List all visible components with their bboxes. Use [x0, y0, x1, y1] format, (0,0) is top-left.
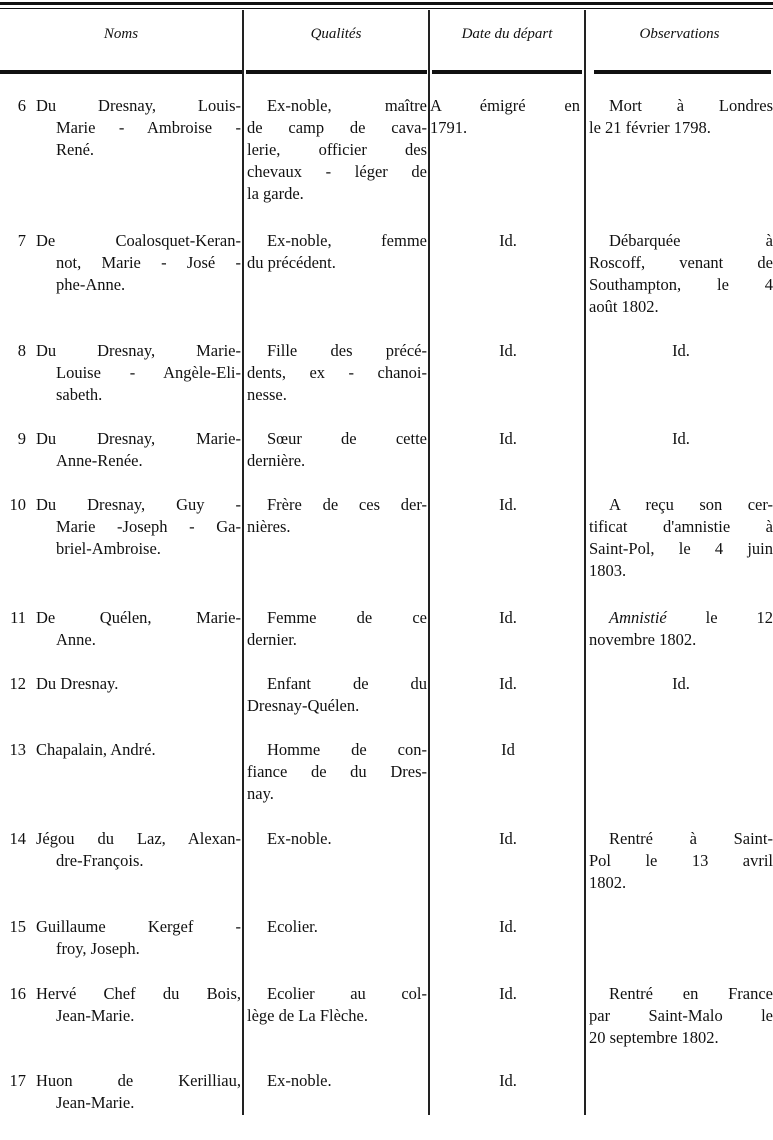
date-cell — [434, 739, 582, 761]
qualite-cell-line: Ecolier. — [267, 917, 318, 936]
qualite-cell-line: de camp de cava- — [247, 118, 427, 137]
qualite-cell-line: Enfant de du — [267, 674, 427, 693]
date-cell — [434, 1070, 582, 1092]
name-cell-line: phe-Anne. — [56, 275, 126, 294]
qualite-cell-line: dernier. — [247, 630, 297, 649]
name-cell-line: Du Dresnay, Louis- — [36, 96, 241, 115]
column-divider — [242, 10, 244, 1115]
qualite-cell — [247, 428, 427, 472]
header-rule — [594, 70, 771, 74]
observation-cell-line: Amnistié le 12 — [609, 608, 773, 627]
name-cell-line: Guillaume Kergef - — [36, 917, 241, 936]
qualite-cell-line: dernière. — [247, 451, 306, 470]
observation-cell-line: Southampton, le 4 — [589, 275, 773, 294]
name-cell-line: sabeth. — [56, 385, 103, 404]
row-number: 12 — [9, 674, 26, 693]
qualite-cell — [247, 828, 427, 850]
date-cell-line: Id — [501, 740, 515, 759]
observation-cell-line: 20 septembre 1802. — [589, 1028, 719, 1047]
qualite-cell-line: chevaux - léger de — [247, 162, 427, 181]
qualite-cell-line: Ex-noble, maître — [267, 96, 427, 115]
qualite-cell-line: Fille des précé- — [267, 341, 427, 360]
header-qualites: Qualités — [310, 26, 362, 42]
qualite-cell-line: dents, ex - chanoi- — [247, 363, 427, 382]
qualite-cell — [247, 494, 427, 538]
qualite-cell-line: nières. — [247, 517, 291, 536]
date-cell — [434, 983, 582, 1005]
name-cell — [36, 230, 241, 296]
observation-cell-line: A reçu son cer- — [609, 495, 773, 514]
date-cell — [434, 916, 582, 938]
date-cell — [434, 494, 582, 516]
observation-cell-line: Roscoff, venant de — [589, 253, 773, 272]
qualite-cell — [247, 340, 427, 406]
observation-cell — [589, 673, 773, 695]
name-cell — [36, 1070, 241, 1114]
row-number: 13 — [9, 740, 26, 759]
qualite-cell — [247, 230, 427, 274]
observation-cell-line: 1802. — [589, 873, 627, 892]
qualite-cell — [247, 607, 427, 651]
name-cell — [36, 494, 241, 560]
date-cell-line: Id. — [499, 341, 517, 360]
top-thin-rule — [0, 8, 773, 9]
name-cell-line: René. — [56, 140, 95, 159]
name-cell — [36, 673, 241, 695]
observation-cell-line: tificat d'amnistie à — [589, 517, 773, 536]
date-cell-line: Id. — [499, 231, 517, 250]
date-cell-line: Id. — [499, 674, 517, 693]
row-number: 6 — [17, 96, 26, 115]
name-cell-line: Du Dresnay, Marie- — [36, 429, 241, 448]
top-double-rule — [0, 2, 773, 5]
date-cell-line: Id. — [499, 829, 517, 848]
observation-cell-line: Saint-Pol, le 4 juin — [589, 539, 773, 558]
observation-cell-line: Rentré à Saint- — [609, 829, 773, 848]
observation-cell-line: le 21 février 1798. — [589, 118, 711, 137]
qualite-cell-line: Femme de ce — [267, 608, 427, 627]
header-date: Date du départ — [461, 26, 553, 42]
observation-cell — [589, 340, 773, 362]
date-cell — [434, 428, 582, 450]
name-cell-line: Huon de Kerilliau, — [36, 1071, 241, 1090]
name-cell-line: froy, Joseph. — [56, 939, 140, 958]
date-cell — [430, 95, 580, 139]
header-rule — [0, 70, 242, 74]
name-cell-line: Du Dresnay, Guy - — [36, 495, 241, 514]
date-cell-line: Id. — [499, 608, 517, 627]
qualite-cell-line: Dresnay-Quélen. — [247, 696, 360, 715]
name-cell-line: Hervé Chef du Bois, — [36, 984, 241, 1003]
name-cell — [36, 340, 241, 406]
qualite-cell-line: du précédent. — [247, 253, 336, 272]
observation-cell — [589, 983, 773, 1049]
qualite-cell-line: lerie, officier des — [247, 140, 427, 159]
date-cell-line: Id. — [499, 984, 517, 1003]
name-cell — [36, 428, 241, 472]
date-cell — [434, 230, 582, 252]
name-cell-line: Anne. — [56, 630, 96, 649]
row-number: 11 — [10, 608, 26, 627]
column-divider — [584, 10, 586, 1115]
observation-cell — [589, 607, 773, 651]
row-number: 17 — [9, 1071, 26, 1090]
qualite-cell — [247, 739, 427, 805]
name-cell — [36, 95, 241, 161]
qualite-cell — [247, 983, 427, 1027]
observation-cell — [589, 95, 773, 139]
row-number: 10 — [9, 495, 26, 514]
qualite-cell-line: Ex-noble, femme — [267, 231, 427, 250]
header-observations: Observations — [639, 26, 720, 42]
observation-cell-line: août 1802. — [589, 297, 659, 316]
qualite-cell-line: Sœur de cette — [267, 429, 427, 448]
observation-cell-line: novembre 1802. — [589, 630, 697, 649]
observation-cell — [589, 828, 773, 894]
name-cell-line: Jégou du Laz, Alexan- — [36, 829, 241, 848]
observation-cell-line: Débarquée à — [609, 231, 773, 250]
name-cell-line: Louise - Angèle-Eli- — [56, 363, 241, 382]
name-cell-line: not, Marie - José - — [56, 253, 241, 272]
date-cell-line: A émigré en — [430, 96, 580, 115]
observation-cell-line: 1803. — [589, 561, 627, 580]
date-cell — [434, 673, 582, 695]
name-cell-line: Marie - Ambroise - — [56, 118, 241, 137]
name-cell-line: Jean-Marie. — [56, 1093, 135, 1112]
qualite-cell-line: Ex-noble. — [267, 1071, 332, 1090]
row-number: 15 — [9, 917, 26, 936]
date-cell-line: Id. — [499, 495, 517, 514]
qualite-cell-line: nay. — [247, 784, 274, 803]
name-cell-line: Chapalain, André. — [36, 740, 156, 759]
name-cell — [36, 607, 241, 651]
header-rule — [246, 70, 427, 74]
qualite-cell-line: fiance de du Dres- — [247, 762, 427, 781]
observation-cell — [589, 494, 773, 582]
qualite-cell-line: Frère de ces der- — [267, 495, 427, 514]
name-cell-line: dre-François. — [56, 851, 144, 870]
qualite-cell-line: Ex-noble. — [267, 829, 332, 848]
name-cell-line: Anne-Renée. — [56, 451, 143, 470]
name-cell-line: Jean-Marie. — [56, 1006, 135, 1025]
header-noms: Noms — [103, 26, 139, 42]
observation-cell-line: Id. — [672, 674, 690, 693]
observation-cell-line: Id. — [672, 341, 690, 360]
name-cell-line: briel-Ambroise. — [56, 539, 161, 558]
observation-cell — [589, 230, 773, 318]
qualite-cell-line: la garde. — [247, 184, 304, 203]
name-cell — [36, 828, 241, 872]
date-cell-line: Id. — [499, 917, 517, 936]
header-rule — [432, 70, 582, 74]
row-number: 7 — [17, 231, 26, 250]
name-cell-line: Du Dresnay. — [36, 674, 119, 693]
observation-cell-line: Pol le 13 avril — [589, 851, 773, 870]
observation-cell — [589, 428, 773, 450]
name-cell-line: De Coalosquet-Keran- — [36, 231, 241, 250]
row-number: 9 — [17, 429, 26, 448]
observation-cell-line: par Saint-Malo le — [589, 1006, 773, 1025]
qualite-cell — [247, 95, 427, 205]
observation-cell-line: Mort à Londres — [609, 96, 773, 115]
date-cell-line: Id. — [499, 429, 517, 448]
qualite-cell — [247, 1070, 427, 1092]
name-cell-line: Marie -Joseph - Ga- — [56, 517, 241, 536]
date-cell — [434, 828, 582, 850]
qualite-cell-line: lège de La Flèche. — [247, 1006, 368, 1025]
observation-cell-line: Id. — [672, 429, 690, 448]
name-cell-line: Du Dresnay, Marie- — [36, 341, 241, 360]
row-number: 14 — [9, 829, 26, 848]
qualite-cell-line: Homme de con- — [267, 740, 427, 759]
date-cell-line: 1791. — [430, 118, 468, 137]
row-number: 16 — [9, 984, 26, 1003]
row-number: 8 — [17, 341, 26, 360]
qualite-cell-line: Ecolier au col- — [267, 984, 427, 1003]
qualite-cell-line: nesse. — [247, 385, 287, 404]
name-cell-line: De Quélen, Marie- — [36, 608, 241, 627]
qualite-cell — [247, 673, 427, 717]
observation-cell-line: Rentré en France — [609, 984, 773, 1003]
column-divider — [428, 10, 430, 1115]
qualite-cell — [247, 916, 427, 938]
date-cell-line: Id. — [499, 1071, 517, 1090]
name-cell — [36, 983, 241, 1027]
name-cell — [36, 739, 241, 761]
date-cell — [434, 340, 582, 362]
name-cell — [36, 916, 241, 960]
date-cell — [434, 607, 582, 629]
